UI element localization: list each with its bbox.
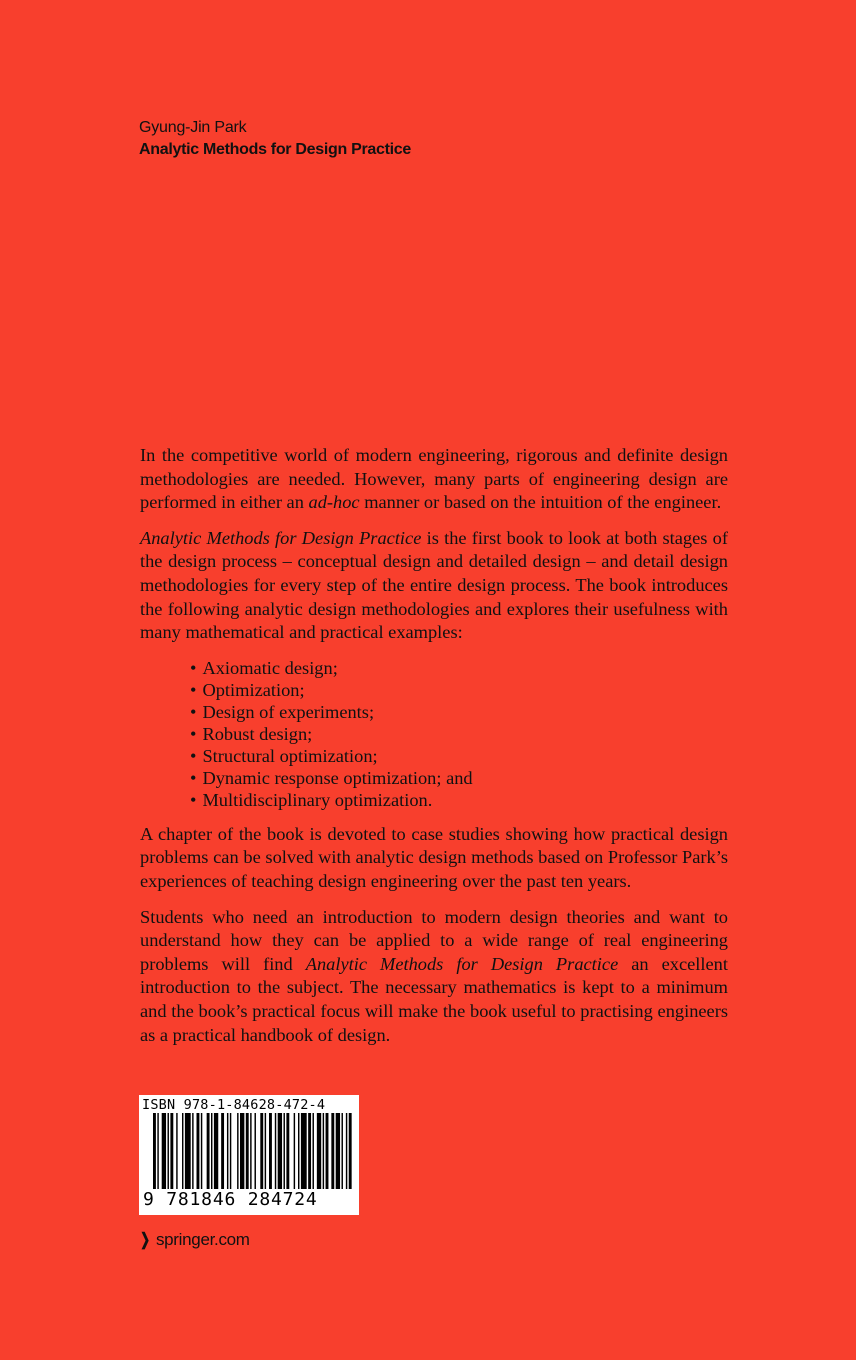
barcode-bar: [240, 1113, 244, 1189]
isbn-label: ISBN 978-1-84628-472-4: [142, 1097, 326, 1113]
book-title: Analytic Methods for Design Practice: [139, 141, 411, 158]
list-item: • Dynamic response optimization; and: [190, 767, 728, 789]
barcode-bar: [346, 1113, 347, 1189]
barcode-bar: [349, 1113, 352, 1189]
barcode-bar: [237, 1113, 238, 1189]
blurb-italic: Analytic Methods for Design Practice: [305, 953, 619, 974]
barcode-bar: [221, 1113, 224, 1189]
barcode-bar: [331, 1113, 334, 1189]
publisher-website[interactable]: [138, 1228, 250, 1252]
blurb: [140, 444, 728, 1059]
barcode-bar: [211, 1113, 212, 1189]
blurb-paragraph-1: [140, 444, 728, 515]
isbn-barcode: [139, 1095, 359, 1215]
barcode-digits: 9 781846 284724: [143, 1189, 318, 1210]
barcode-bar: [323, 1113, 324, 1189]
list-item: • Design of experiments;: [190, 701, 728, 723]
barcode-bar: [301, 1113, 307, 1189]
barcode-bar: [317, 1113, 321, 1189]
list-item: • Optimization;: [190, 679, 728, 701]
barcode-bar: [265, 1113, 266, 1189]
blurb-italic: Analytic Methods for Design Practice: [140, 527, 422, 548]
barcode-bar: [201, 1113, 202, 1189]
barcode-bar: [246, 1113, 249, 1189]
barcode-bar: [342, 1113, 343, 1189]
list-item: • Robust design;: [190, 723, 728, 745]
blurb-text: In the competitive world of modern engineering, rigorous and definite design methodologies are needed. However, many parts of engineering design are performed in either an: [140, 445, 728, 513]
list-item: • Axiomatic design;: [190, 657, 728, 679]
methodology-list: [140, 657, 728, 811]
barcode-bar: [326, 1113, 329, 1189]
list-item: • Multidisciplinary optimization.: [190, 789, 728, 811]
barcode-bar: [227, 1113, 228, 1189]
barcode-bar: [182, 1113, 183, 1189]
barcode-bar: [214, 1113, 218, 1189]
barcode-bar: [275, 1113, 276, 1189]
barcode-bar: [207, 1113, 210, 1189]
barcode-bar: [197, 1113, 200, 1189]
barcode-bar: [255, 1113, 256, 1189]
barcode-bar: [294, 1113, 295, 1189]
blurb-paragraph-2: [140, 527, 728, 645]
barcode-bar: [336, 1113, 340, 1189]
barcode-bar: [153, 1113, 156, 1189]
barcode-bar: [168, 1113, 169, 1189]
website-label: springer.com: [155, 1230, 250, 1249]
blurb-italic: ad-hoc: [308, 492, 360, 513]
barcode-bar: [308, 1113, 311, 1189]
barcode-bar: [284, 1113, 285, 1189]
barcode-bar: [185, 1113, 191, 1189]
barcode-bar: [176, 1113, 177, 1189]
barcode-bar: [192, 1113, 193, 1189]
blurb-paragraph-3: A chapter of the book is devoted to case studies showing how practical design problems can be solved with analytic design methods based on Professor Park’s experiences of teaching design engineering over the past ten years.: [140, 823, 728, 891]
barcode-bar: [250, 1113, 251, 1189]
barcode-bar: [298, 1113, 299, 1189]
blurb-text: manner or based on the intuition of the engineer.: [359, 492, 722, 513]
list-item: • Structural optimization;: [190, 745, 728, 767]
barcode-bar: [313, 1113, 314, 1189]
barcode-bar: [278, 1113, 282, 1189]
blurb-text: Students who need an introduction to modern design theories and want to understand how they can be applied to a wide range of real engineering problems will find: [140, 906, 728, 974]
author-name: Gyung-Jin Park: [139, 119, 247, 136]
chevron-right-icon: ❯: [140, 1230, 150, 1249]
blurb-text: an excellent introduction to the subject. The necessary mathematics is kept to a minimum and the book’s practical focus will make the book useful to practising engineers as a practical handbook of design.: [140, 953, 728, 1045]
barcode-bar: [230, 1113, 231, 1189]
blurb-text: is the first book to look at both stages of the design process – conceptual design and detailed design – and detail design methodologies for every step of the entire design process. The book introduces the following analytic design methodologies and explores their usefulness with many mathematical and practical examples:: [140, 527, 728, 643]
barcode-bar: [157, 1113, 158, 1189]
barcode-bar: [269, 1113, 272, 1189]
blurb-paragraph-4: [140, 906, 728, 1048]
barcode-bar: [260, 1113, 263, 1189]
barcode-bar: [286, 1113, 289, 1189]
barcode-bar: [170, 1113, 173, 1189]
barcode-bar: [162, 1113, 166, 1189]
